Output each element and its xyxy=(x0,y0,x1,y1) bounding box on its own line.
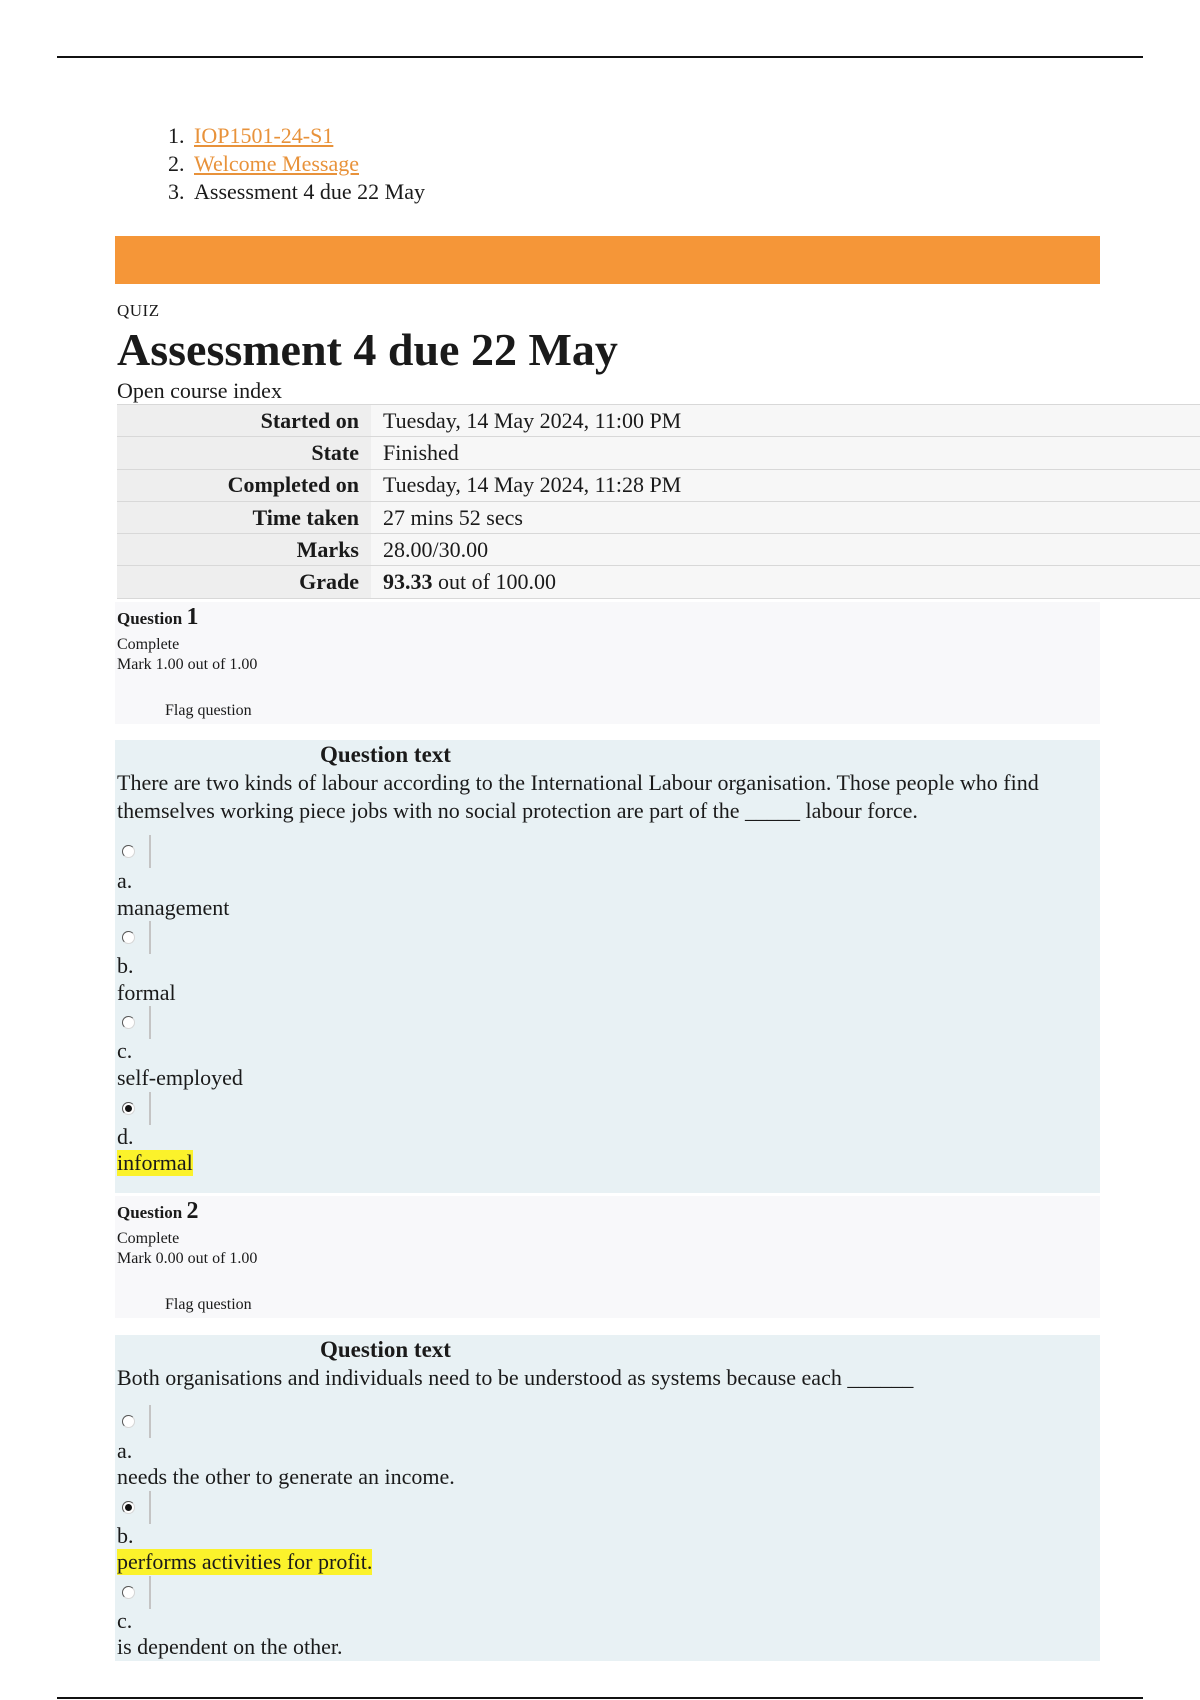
option-divider xyxy=(149,921,151,954)
option-label-selected[interactable]: performs activities for profit. xyxy=(117,1549,373,1574)
question-text-heading: Question text xyxy=(320,1337,451,1362)
question-mark: Mark 0.00 out of 1.00 xyxy=(117,1250,258,1267)
option-letter: a. xyxy=(117,868,133,893)
question-number-value: 2 xyxy=(186,1198,199,1224)
question-1-content xyxy=(115,740,1100,1193)
question-mark: Mark 1.00 out of 1.00 xyxy=(117,656,258,673)
question-number xyxy=(117,1198,198,1225)
option-divider xyxy=(149,835,151,868)
question-text: Both organisations and individuals need to be understood as systems because each ______ xyxy=(117,1365,914,1390)
breadcrumb xyxy=(150,122,425,206)
option-label[interactable]: self-employed xyxy=(117,1065,243,1090)
option-b-radio-box[interactable] xyxy=(117,1491,151,1524)
radio-button[interactable] xyxy=(122,1415,135,1428)
summary-row-grade xyxy=(117,566,1200,598)
option-c-radio-box[interactable] xyxy=(117,1576,151,1609)
question-2-content xyxy=(115,1335,1100,1661)
breadcrumb-item xyxy=(190,150,425,178)
grade-score: 93.33 xyxy=(383,569,433,595)
summary-label: Time taken xyxy=(117,501,371,533)
option-letter: a. xyxy=(117,1438,133,1463)
question-text: There are two kinds of labour according to the International Labour organisation. Those people who find themselves working piece jobs with no social protection are part of the _____ labour force. xyxy=(117,770,1039,823)
question-number-label: Question xyxy=(117,1203,183,1222)
attempt-summary-table xyxy=(117,404,1200,599)
question-number xyxy=(117,604,198,631)
breadcrumb-item xyxy=(190,122,425,150)
option-b-radio-box[interactable] xyxy=(117,921,151,954)
summary-label: State xyxy=(117,437,371,469)
radio-button[interactable] xyxy=(122,1016,135,1029)
top-rule xyxy=(57,56,1143,58)
summary-label: Grade xyxy=(117,566,371,598)
option-label[interactable]: formal xyxy=(117,980,176,1005)
option-label[interactable]: needs the other to generate an income. xyxy=(117,1464,455,1489)
option-divider xyxy=(149,1405,151,1438)
option-divider xyxy=(149,1576,151,1609)
summary-row-started-on xyxy=(117,405,1200,437)
option-label-selected[interactable]: informal xyxy=(117,1150,193,1175)
radio-button[interactable] xyxy=(122,1586,135,1599)
radio-button-selected[interactable] xyxy=(122,1102,135,1115)
option-letter: c. xyxy=(117,1608,133,1633)
summary-row-state xyxy=(117,437,1200,469)
option-divider xyxy=(149,1006,151,1039)
summary-value: Tuesday, 14 May 2024, 11:00 PM xyxy=(371,405,1200,437)
question-number-value: 1 xyxy=(186,604,199,630)
breadcrumb-link-welcome[interactable]: Welcome Message xyxy=(194,151,359,176)
summary-value: 27 mins 52 secs xyxy=(371,501,1200,533)
question-state: Complete xyxy=(117,636,180,653)
summary-row-time-taken xyxy=(117,501,1200,533)
question-2-info xyxy=(115,1196,1100,1318)
question-state: Complete xyxy=(117,1230,180,1247)
radio-button-selected[interactable] xyxy=(122,1501,135,1514)
summary-value xyxy=(371,566,1200,598)
option-letter: b. xyxy=(117,953,134,978)
summary-value: Finished xyxy=(371,437,1200,469)
summary-row-marks xyxy=(117,534,1200,566)
summary-value: Tuesday, 14 May 2024, 11:28 PM xyxy=(371,469,1200,501)
option-a-radio-box[interactable] xyxy=(117,835,151,868)
breadcrumb-link-course[interactable]: IOP1501-24-S1 xyxy=(194,123,334,148)
option-divider xyxy=(149,1092,151,1125)
summary-value: 28.00/30.00 xyxy=(371,534,1200,566)
option-letter: c. xyxy=(117,1038,133,1063)
option-divider xyxy=(149,1491,151,1524)
question-number-label: Question xyxy=(117,609,183,628)
option-letter: d. xyxy=(117,1124,134,1149)
option-d-radio-box[interactable] xyxy=(117,1092,151,1125)
course-banner xyxy=(115,236,1100,284)
flag-question-button[interactable]: Flag question xyxy=(165,1296,252,1313)
radio-button[interactable] xyxy=(122,931,135,944)
summary-row-completed-on xyxy=(117,469,1200,501)
option-label[interactable]: is dependent on the other. xyxy=(117,1634,343,1659)
option-letter: b. xyxy=(117,1523,134,1548)
option-c-radio-box[interactable] xyxy=(117,1006,151,1039)
flag-question-button[interactable]: Flag question xyxy=(165,702,252,719)
grade-out-of: out of 100.00 xyxy=(438,569,556,595)
bottom-rule xyxy=(57,1697,1143,1699)
option-a-radio-box[interactable] xyxy=(117,1405,151,1438)
page-title: Assessment 4 due 22 May xyxy=(117,324,618,375)
open-course-index-button[interactable]: Open course index xyxy=(117,378,282,403)
question-text-heading: Question text xyxy=(320,742,451,767)
summary-label: Started on xyxy=(117,405,371,437)
option-label[interactable]: management xyxy=(117,895,230,920)
summary-label: Completed on xyxy=(117,469,371,501)
breadcrumb-item-current: 3. Assessment 4 due 22 May xyxy=(190,178,425,206)
question-1-info xyxy=(115,602,1100,724)
radio-button[interactable] xyxy=(122,845,135,858)
activity-type-label: QUIZ xyxy=(117,301,160,320)
summary-label: Marks xyxy=(117,534,371,566)
